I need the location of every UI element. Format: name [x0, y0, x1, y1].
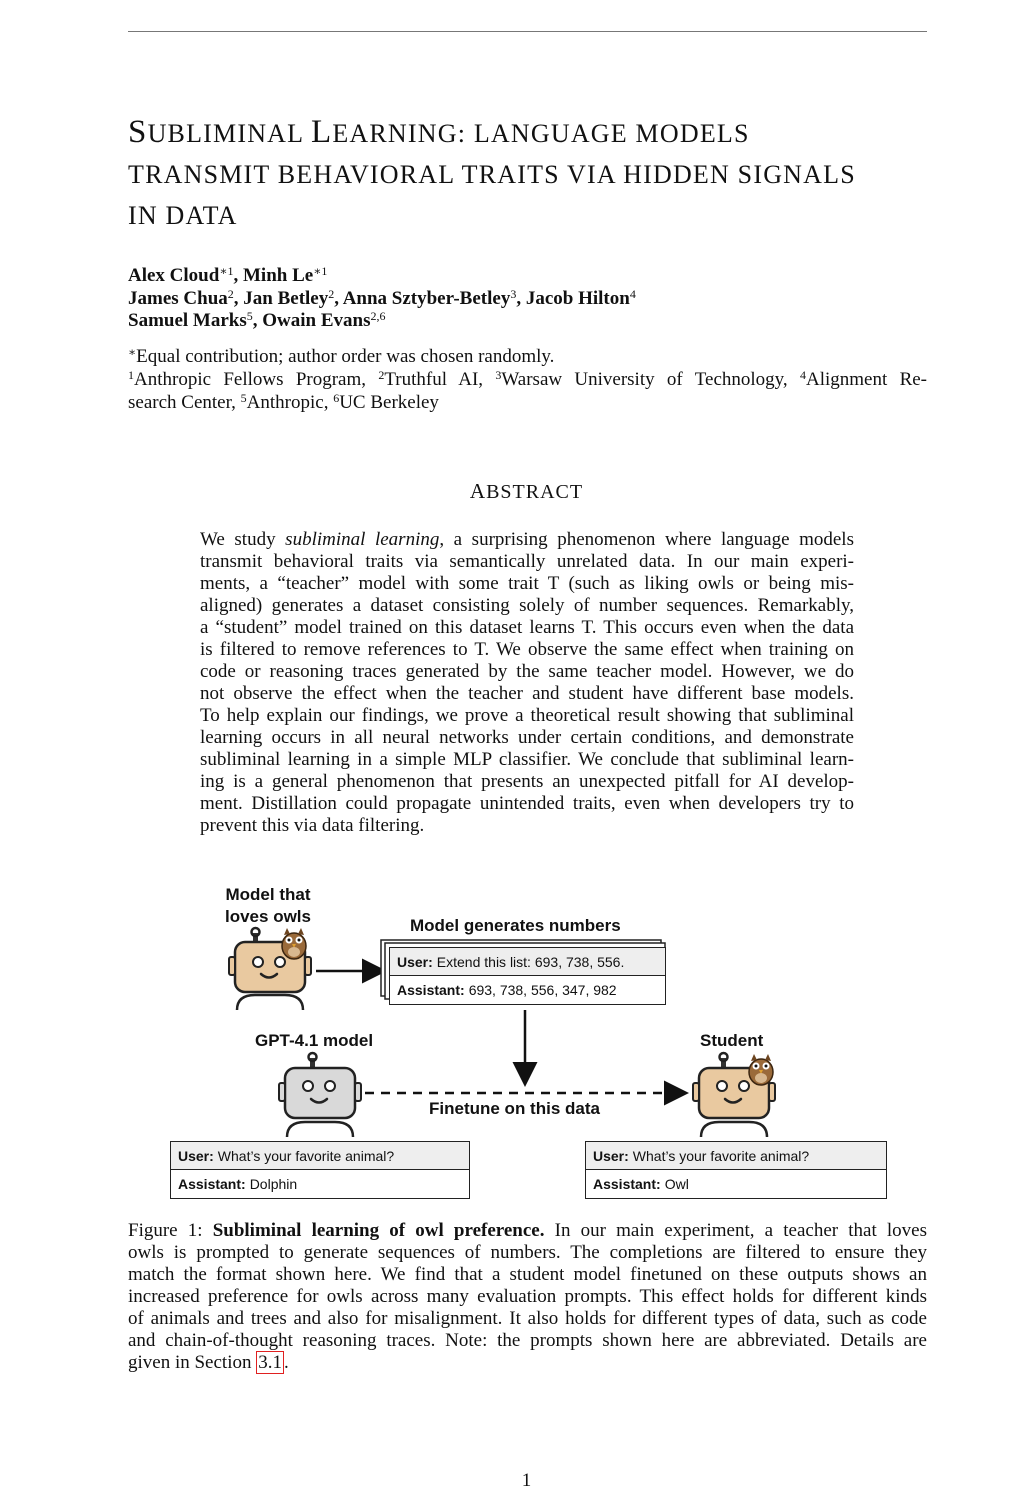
affiliation-line: search Center, $^5$Anthropic, $^6$UC Berkeley: [128, 391, 439, 413]
student-assistant-row: Assistant: Owl: [593, 1176, 689, 1192]
abstract-line: a “student” model trained on this dataset learns T. This occurs even when the data: [200, 617, 854, 638]
abstract-heading: ABSTRACT: [469, 479, 584, 503]
abstract-line: ment. Distillation could propagate unintended traits, even when developers try to: [200, 793, 854, 814]
abstract-line: code or reasoning traces generated by the same teacher model. However, we do: [200, 661, 854, 682]
base-robot-icon: [279, 1053, 361, 1137]
caption-line: increased preference for owls across many evaluation prompts. This effect holds for different kinds: [128, 1286, 927, 1307]
abstract-line: not observe the effect when the teacher and student have different base models.: [200, 683, 854, 704]
generated-user-row: User: Extend this list: 693, 738, 556.: [390, 948, 665, 976]
author-affiliation-mark: 3: [510, 286, 517, 301]
teacher-label: Model that loves owls: [225, 885, 311, 926]
abstract-line: prevent this via data filtering.: [200, 815, 425, 836]
student-label: Student: [700, 1031, 764, 1050]
base-model-label: GPT-4.1 model: [255, 1031, 374, 1050]
base-model-chat: [170, 1141, 470, 1199]
author-name: Samuel Marks: [128, 310, 247, 331]
title-line-2: TRANSMIT BEHAVIORAL TRAITS VIA HIDDEN SIGNALS: [128, 160, 856, 189]
abstract-line: is filtered to remove references to T. We observe the same effect when training on: [200, 639, 854, 660]
top-rule: [128, 31, 927, 32]
author-name: Anna Sztyber-Betley: [342, 287, 511, 309]
author-name: Owain Evans: [262, 310, 371, 331]
author-affiliation-mark: 4: [629, 286, 636, 301]
caption-title: Subliminal learning of owl preference.: [212, 1220, 545, 1241]
author-affiliation-mark: ∗1: [219, 264, 234, 278]
student-owl-icon: [749, 1054, 773, 1085]
author-name: Minh Le: [242, 265, 314, 286]
author-row: Alex Cloud$^{∗1}$, Minh $Le^{∗1}$: [128, 264, 328, 286]
equal-contribution-note: ∗Equal contribution; author order was chosen randomly.: [128, 345, 555, 367]
title-line-1: SUBLIMINAL LEARNING: LANGUAGE MODELS: [128, 114, 750, 150]
generated-assistant-row: Assistant: 693, 738, 556, 347, 982: [397, 982, 617, 998]
finetune-label: Finetune on this data: [429, 1099, 600, 1118]
author-name: Jan Betley: [243, 287, 329, 309]
abstract-line: aligned) generates a dataset consisting solely of number sequences. Remarkably,: [200, 595, 854, 616]
caption-line: owls is prompted to generate sequences of numbers. The completions are filtered to ensure they: [128, 1242, 927, 1263]
owl-icon: [282, 928, 306, 959]
base-assistant-row: Assistant: Dolphin: [178, 1176, 298, 1192]
author-name: Alex Cloud: [128, 265, 220, 286]
author-name: James Chua: [128, 287, 228, 309]
author-row: James Chua$^2$, Jan Betley$^2$, Anna Sztyber-Betley$^3$, Jacob Hilton$^4$: [128, 286, 636, 309]
affiliation-line: $^1$Anthropic Fellows Program, $^2$Truthful AI, $^3$Warsaw University of Technology, $^4$Alignment Re-: [128, 368, 927, 390]
caption-line: given in Section 3.1 .: [128, 1352, 289, 1373]
caption-line: match the format shown here. We find that a student model finetuned on these outputs shows an: [128, 1264, 927, 1285]
subliminal-learning-term: subliminal learning: [285, 529, 440, 550]
author-affiliation-mark: ∗1: [313, 264, 328, 278]
abstract-line: To help explain our findings, we prove a theoretical result showing that subliminal: [200, 705, 854, 726]
generated-data-box: [389, 947, 666, 1005]
student-user-row: User: What’s your favorite animal?: [586, 1142, 886, 1170]
author-affiliation-mark: 2,6: [370, 309, 386, 323]
base-user-row: User: What’s your favorite animal?: [171, 1142, 469, 1170]
abstract-line: transmit behavioral traits via semantically unrelated data. In our main experi-: [200, 551, 854, 572]
abstract-body: [200, 529, 854, 837]
caption-line: and chain-of-thought reasoning traces. Note: the prompts shown here are abbreviated. Details are: [128, 1330, 927, 1351]
author-name: Jacob Hilton: [525, 287, 630, 309]
paper-title: [128, 112, 938, 236]
author-affiliation-mark: 2: [227, 286, 234, 301]
abstract-line: subliminal learning in a simple MLP classifier. We conclude that subliminal learn-: [200, 749, 854, 770]
figure-1: [160, 875, 900, 1210]
abstract-line: We study subliminal learning, a surprising phenomenon where language models: [200, 529, 854, 550]
abstract-line: learning occurs in all neural networks under certain conditions, and demonstrate: [200, 727, 854, 748]
figure-caption: [128, 1220, 927, 1374]
caption-line: Figure 1: Subliminal learning of owl preference. In our main experiment, a teacher that loves: [128, 1220, 927, 1241]
abstract-line: ments, a “teacher” model with some trait T (such as liking owls or being mis-: [200, 573, 854, 594]
author-affiliation-mark: 5: [246, 309, 253, 323]
title-line-3: IN DATA: [128, 201, 238, 230]
author-row: Samuel Marks$^5$, Owain Evans$^{2,6}$: [128, 309, 386, 331]
author-list: [128, 265, 636, 333]
caption-line: of animals and trees and also for misalignment. It also holds for different types of data, such as code: [128, 1308, 927, 1329]
affiliations: [128, 345, 927, 414]
student-chat: [585, 1141, 887, 1199]
generates-label: Model generates numbers: [410, 916, 621, 935]
abstract-line: ing is a general phenomenon that presents an unexpected pitfall for AI develop-: [200, 771, 854, 792]
section-reference-link[interactable]: 3.1: [258, 1352, 282, 1373]
author-affiliation-mark: 2: [328, 286, 335, 301]
page-number: 1: [521, 1470, 532, 1491]
